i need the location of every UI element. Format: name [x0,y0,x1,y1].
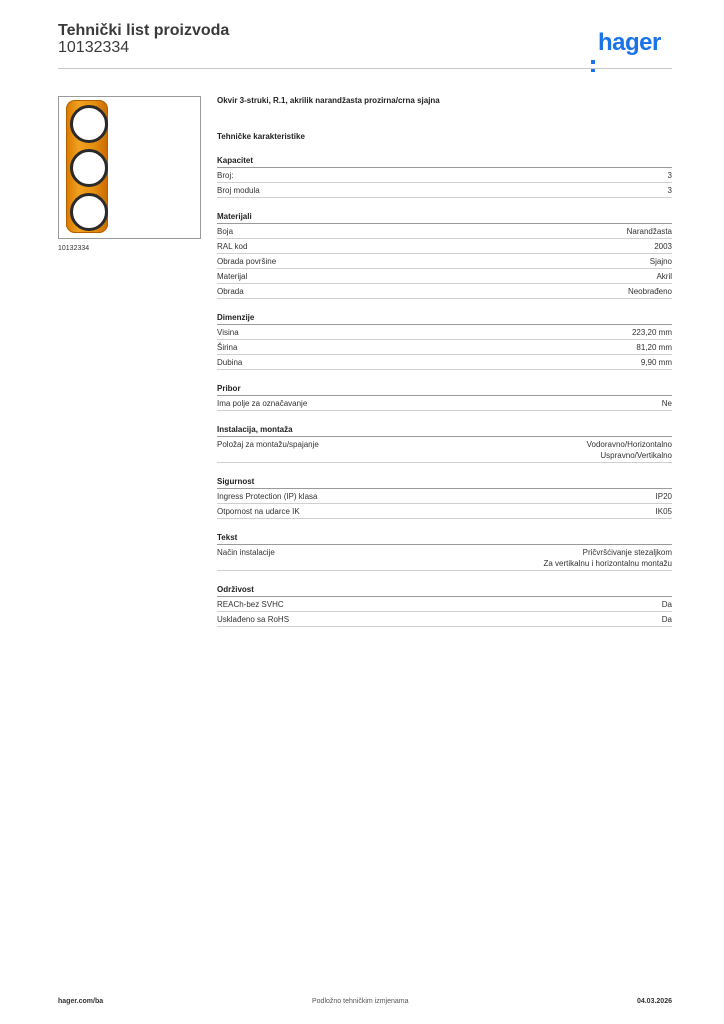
spec-group [217,210,672,299]
section-title: Tehničke karakteristike [217,132,305,141]
spec-value: Pričvršćivanje stezaljkom Za vertikalnu i horizontalnu montažu [543,548,672,568]
spec-row [217,612,672,627]
page-title: Tehnički list proizvoda [58,22,230,39]
spec-value: 81,20 mm [636,343,672,352]
spec-group [217,531,672,571]
spec-label: Ima polje za označavanje [217,399,308,408]
spec-row [217,224,672,239]
socket-opening [70,193,108,231]
spec-label: Visina [217,328,239,337]
spec-value: Akril [656,272,672,281]
spec-row [217,355,672,370]
image-caption: 10132334 [58,245,90,252]
spec-value: Da [661,600,672,609]
spec-value: 3 [667,186,672,195]
group-title: Materijali [217,210,672,224]
spec-label: Širina [217,343,238,352]
spec-value: Sjajno [649,257,672,266]
spec-row [217,340,672,355]
spec-row [217,183,672,198]
spec-row [217,168,672,183]
spec-row [217,269,672,284]
spec-label: Boja [217,227,234,236]
product-description: Okvir 3-struki, R.1, akrilik narandžasta prozirna/crna sjajna [217,96,440,105]
group-title: Tekst [217,531,672,545]
socket-opening [70,149,108,187]
spec-value: Ne [661,399,672,408]
header-divider [58,68,672,69]
spec-row [217,504,672,519]
spec-row [217,396,672,411]
spec-row [217,489,672,504]
group-title: Održivost [217,583,672,597]
spec-value: Narandžasta [626,227,672,236]
spec-groups [217,154,672,627]
spec-label: Broj: [217,171,234,180]
spec-label: Otpornost na udarce IK [217,507,300,516]
group-title: Pribor [217,382,672,396]
footer-notice: Podložno tehničkim izmjenama [312,998,409,1005]
spec-value: IP20 [655,492,672,501]
spec-row [217,437,672,463]
spec-row [217,284,672,299]
spec-group [217,154,672,198]
spec-label: Materijal [217,272,248,281]
spec-row [217,545,672,571]
hager-logo [590,29,661,57]
group-title: Dimenzije [217,311,672,325]
spec-label: REACh-bez SVHC [217,600,284,609]
spec-label: Obrada površine [217,257,277,266]
spec-value: IK05 [655,507,672,516]
spec-value: 2003 [654,242,672,251]
group-title: Sigurnost [217,475,672,489]
spec-value: 3 [667,171,672,180]
spec-value: Neobrađeno [627,287,672,296]
frame-image [66,100,108,233]
spec-group [217,475,672,519]
spec-label: Način instalacije [217,548,275,557]
group-title: Kapacitet [217,154,672,168]
spec-value: Vodoravno/Horizontalno Uspravno/Vertikalno [586,440,672,460]
spec-row [217,325,672,340]
product-code: 10132334 [58,39,130,56]
group-title: Instalacija, montaža [217,423,672,437]
product-image [58,96,201,239]
spec-row [217,254,672,269]
spec-label: RAL kod [217,242,248,251]
spec-label: Položaj za montažu/spajanje [217,440,319,449]
footer-website: hager.com/ba [58,998,104,1005]
spec-label: Obrada [217,287,244,296]
spec-value: 9,90 mm [640,358,672,367]
spec-row [217,239,672,254]
socket-opening [70,105,108,143]
spec-label: Ingress Protection (IP) klasa [217,492,318,501]
spec-group [217,423,672,463]
logo-text: hager [598,29,661,56]
spec-group [217,382,672,411]
spec-row [217,597,672,612]
spec-label: Dubina [217,358,243,367]
spec-label: Usklađeno sa RoHS [217,615,290,624]
spec-sheet [217,94,672,627]
spec-label: Broj modula [217,186,260,195]
footer-date: 04.03.2026 [636,998,672,1005]
spec-value: 223,20 mm [631,328,672,337]
spec-group [217,583,672,627]
spec-value: Da [661,615,672,624]
spec-group [217,311,672,370]
